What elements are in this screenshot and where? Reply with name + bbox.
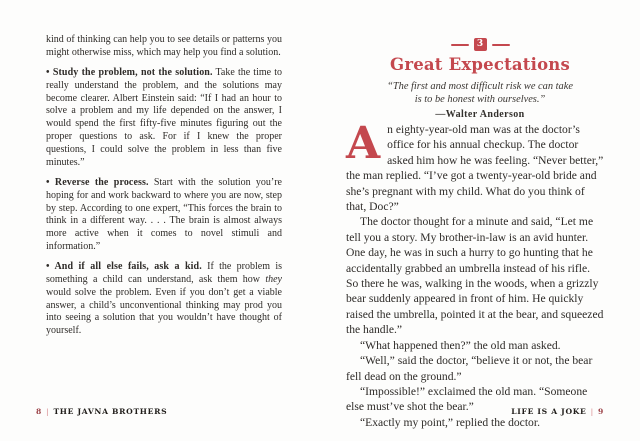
- running-footer-book-title: LIFE IS A JOKE: [511, 407, 587, 416]
- right-page-number: 9: [598, 407, 604, 416]
- paragraph: [346, 118, 604, 214]
- right-page-footer: [511, 407, 604, 416]
- right-page-paragraphs: [346, 214, 604, 430]
- paragraph-text: n eighty-year-old man was at the doctor’s office for his annual checkup. The doctor asked him how he was feeling. “Never better,” the man replied. “I’ve got a twenty-year-old bride and she’s pregnant with my child. What do you think of that, Doc?”: [346, 123, 604, 214]
- left-page-number: 8: [36, 407, 42, 416]
- paragraph: “Well,” said the doctor, “believe it or not, the bear fell dead on the ground.”: [346, 354, 593, 383]
- footer-separator: |: [590, 407, 595, 416]
- chapter-number-badge: 3: [474, 38, 487, 51]
- paragraph: “Impossible!” exclaimed the old man. “Someone else must’ve shot the bear.”: [346, 384, 588, 414]
- dash-right-decoration: [492, 44, 510, 46]
- left-page-footer: [36, 407, 167, 416]
- paragraph: • Reverse the process. Start with the solution you’re hoping for and work backward to where you are now, step by step. According to one expert, “This forces the brain to think in a different way. . . . The brain is almost always more active when it comes to novel stimuli and information.”: [46, 176, 282, 252]
- paragraph: • Study the problem, not the solution. Take the time to really understand the problem, and the solutions may become clearer. Albert Einstein said: “If I had an hour to solve a problem and my life depended on the answer, I would spend the first fifty-five minutes figuring out the proper questions to ask. For if I knew the proper questions, I could solve the problem in less than five minutes.”: [46, 67, 283, 168]
- chapter-title: Great Expectations: [390, 55, 570, 74]
- paragraph: The doctor thought for a minute and said, “Let me tell you a story. My brother-in-law is an avid hunter. One day, he was in such a hurry to go hunting that he accidentally grabbed an umbrella instead of his rifle. So there he was, walking in the woods, when a grizzly bear suddenly appeared in front of him. He quickly raised the umbrella, pointed it at the bear, and squeezed the handle.”: [346, 215, 604, 337]
- chapter-head: [352, 38, 608, 122]
- chapter-badge-row: [352, 38, 608, 51]
- epigraph-line-1: “The first and most difficult risk we can take: [387, 81, 573, 92]
- epigraph-line-2: is to be honest with ourselves.”: [414, 93, 546, 105]
- dash-left-decoration: [451, 44, 469, 46]
- footer-separator: |: [45, 407, 50, 416]
- running-footer-authors: THE JAVNA BROTHERS: [53, 407, 168, 416]
- paragraph: “Exactly my point,” replied the doctor.: [360, 415, 540, 429]
- paragraph: • And if all else fails, ask a kid. If the problem is something a child can understand, ask them how they would solve the problem. Even if you don’t get a viable answer, a child’s unconventional thinking may prod you into seeing a solution that you wouldn’t have thought of yourself.: [46, 261, 282, 337]
- left-page-text-column: [46, 34, 282, 346]
- right-page-text-column: [346, 118, 604, 430]
- paragraph: kind of thinking can help you to see details or patterns you might otherwise miss, which may help you find a solution.: [46, 34, 282, 58]
- epigraph-attribution: —Walter Anderson: [435, 109, 525, 121]
- drop-cap: A: [346, 118, 381, 169]
- epigraph-quote: [352, 81, 608, 122]
- paragraph: “What happened then?” the old man asked.: [360, 338, 561, 352]
